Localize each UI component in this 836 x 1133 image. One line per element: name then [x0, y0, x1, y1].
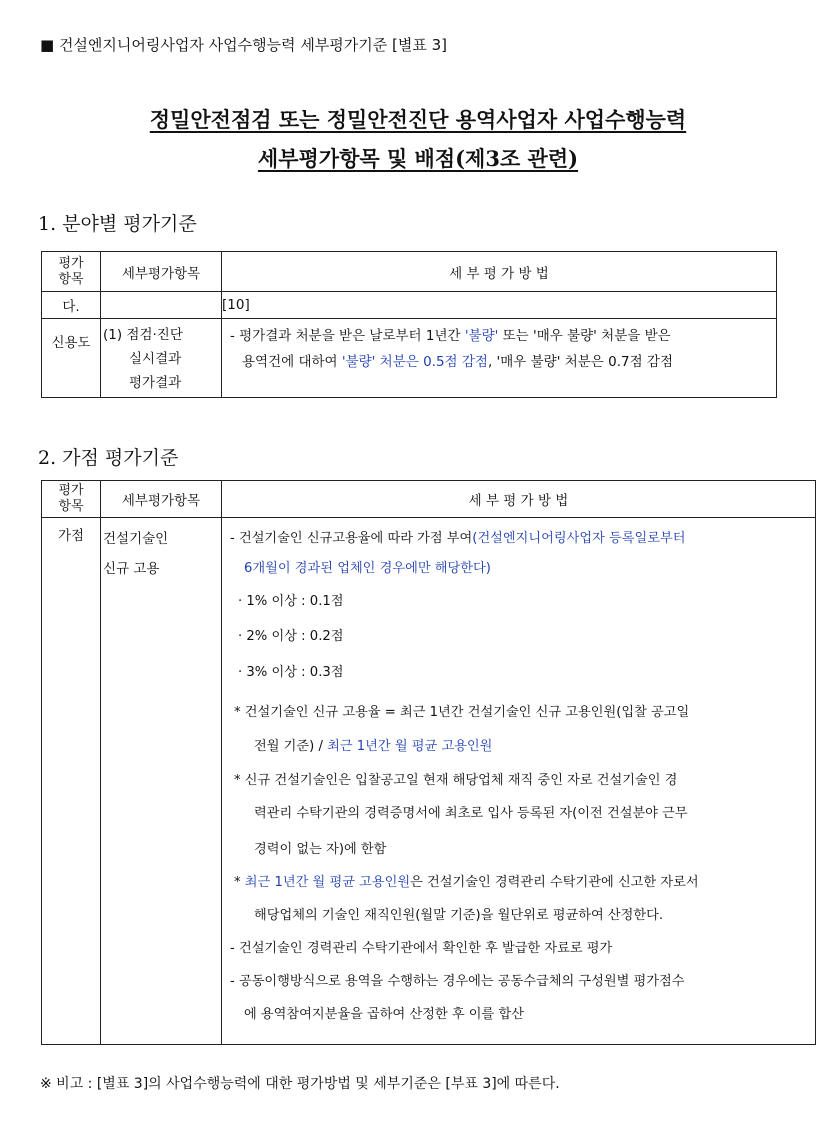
- section2-heading: 2. 가점 평가기준: [38, 447, 179, 469]
- category-bonus: 가점: [42, 518, 101, 1045]
- col-detail-header: 세부평가항목: [101, 252, 222, 292]
- rate-line: · 1% 이상 : 0.1점: [238, 594, 344, 609]
- row-label: 다.: [42, 292, 101, 319]
- col-item-header: 평가 항목: [42, 252, 101, 292]
- detail-line: 실시결과: [129, 351, 182, 367]
- method-line: 6개월이 경과된 업체인 경우에만 해당한다): [244, 561, 491, 576]
- document-header: ■ 건설엔지니어링사업자 사업수행능력 세부평가기준 [별표 3]: [40, 36, 448, 54]
- note-line: * 최근 1년간 월 평균 고용인원은 건설기술인 경력관리 수탁기관에 신고한 자로서: [234, 875, 699, 890]
- section2-table: [41, 480, 816, 1045]
- method-line: - 평가결과 처분을 받은 날로부터 1년간 '불량' 또는 '매우 불량' 처분을 받은: [230, 328, 671, 344]
- page-title-line2: 세부평가항목 및 배점(제3조 관련): [257, 146, 579, 171]
- method-bonus: [222, 518, 816, 1045]
- col-item-header: 평가 항목: [42, 481, 101, 518]
- detail-credit: [101, 319, 222, 398]
- page-title-line1: 정밀안전점검 또는 정밀안전진단 용역사업자 사업수행능력: [149, 107, 687, 132]
- row-empty-cell: [101, 292, 222, 319]
- row-points: [10]: [222, 292, 777, 319]
- detail-line: 평가결과: [129, 375, 182, 391]
- col-method-header: 세 부 평 가 방 법: [222, 481, 816, 518]
- note-line: 전월 기준) / 최근 1년간 월 평균 고용인원: [254, 739, 493, 754]
- method-line: - 건설기술인 경력관리 수탁기관에서 확인한 후 발급한 자료로 평가: [230, 941, 613, 956]
- note-line: * 신규 건설기술인은 입찰공고일 현재 해당업체 재직 중인 자로 건설기술인 경: [234, 773, 678, 788]
- section1-heading: 1. 분야별 평가기준: [38, 213, 197, 235]
- footer-note: ※ 비고 : [별표 3]의 사업수행능력에 대한 평가방법 및 세부기준은 [부표 3]에 따른다.: [40, 1076, 560, 1092]
- category-credit: 신용도: [42, 319, 101, 398]
- section1-table: [41, 251, 777, 398]
- note-line: 해당업체의 기술인 재직인원(월말 기준)을 월단위로 평균하여 산정한다.: [254, 908, 664, 923]
- note-line: * 건설기술인 신규 고용율 = 최근 1년간 건설기술인 신규 고용인원(입찰 공고일: [234, 705, 690, 720]
- method-line: 용역건에 대하여 '불량' 처분은 0.5점 감점, '매우 불량' 처분은 0.7점 감점: [242, 354, 674, 370]
- note-line: 력관리 수탁기관의 경력증명서에 최초로 입사 등록된 자(이전 건설분야 근무: [254, 806, 688, 821]
- note-line: 경력이 없는 자)에 한함: [254, 842, 387, 857]
- rate-line: · 3% 이상 : 0.3점: [238, 665, 344, 680]
- detail-line: 신규 고용: [103, 561, 160, 577]
- method-line: - 공동이행방식으로 용역을 수행하는 경우에는 공동수급체의 구성원별 평가점수: [230, 974, 685, 989]
- rate-line: · 2% 이상 : 0.2점: [238, 629, 344, 644]
- method-credit: [222, 319, 777, 398]
- method-line: 에 용역참여지분율을 곱하여 산정한 후 이를 합산: [244, 1007, 524, 1022]
- col-detail-header: 세부평가항목: [101, 481, 222, 518]
- method-line: - 건설기술인 신규고용율에 따라 가점 부여(건설엔지니어링사업자 등록일로부터: [230, 531, 686, 546]
- detail-line: 건설기술인: [103, 531, 169, 547]
- detail-bonus: [101, 518, 222, 1045]
- detail-line: (1) 점검·진단: [103, 327, 183, 343]
- col-method-header: 세 부 평 가 방 법: [222, 252, 777, 292]
